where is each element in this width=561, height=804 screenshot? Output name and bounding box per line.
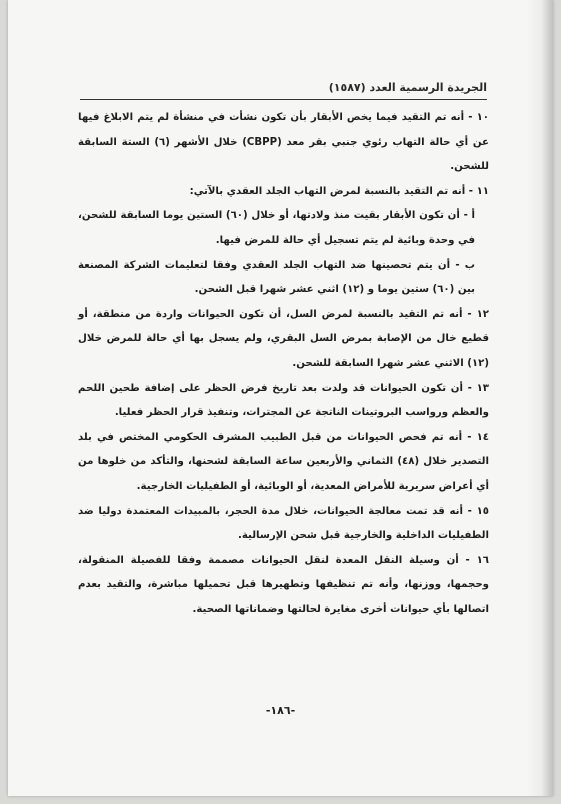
clause-11-b: ب - أن يتم تحصينها ضد التهاب الجلد العقدي وفقا لتعليمات الشركة المصنعة بين (٦٠) ستين يوما و (١٢) اثني عشر شهرا قبل الشحن.	[78, 259, 475, 296]
document-body	[78, 106, 489, 622]
clause-16: ١٦ - أن وسيلة النقل المعدة لنقل الحيوانات مصممة وفقا للفصيلة المنقولة، وحجمها، ووزنها، وأنه تم تنظيفها وتطهيرها قبل تحميلها مباشرة، والتقيد بعدم اتصالها بأي حيوانات أخرى مغايرة لحالتها وضماناتها الصحية.	[78, 554, 489, 615]
page-spine-shadow	[527, 0, 553, 796]
clause-11-a: أ - أن تكون الأبقار بقيت منذ ولادتها، أو خلال (٦٠) الستين يوما السابقة للشحن، في وحدة وبائية لم يتم تسجيل أي حالة للمرض فيها.	[78, 210, 475, 246]
clause-12: ١٢ - أنه تم التقيد بالنسبة لمرض السل، أن تكون الحيوانات واردة من منطقة، أو قطيع خال من الإصابة بمرض السل البقري، ولم يسجل بها أي حالة للمرض خلال (١٢) الاثني عشر شهرا السابقة للشحن.	[78, 308, 489, 369]
clause-13: ١٣ - أن تكون الحيوانات قد ولدت بعد تاريخ فرض الحظر على إضافة طحين اللحم والعظم ورواسب البروتينات الناتجة عن المجترات، وتنفيذ قرار الحظر فعليا.	[78, 382, 489, 419]
gazette-header: الجريدة الرسمية العدد (١٥٨٧)	[328, 81, 487, 94]
clause-14: ١٤ - أنه تم فحص الحيوانات من قبل الطبيب المشرف الحكومي المختص في بلد التصدير خلال (٤٨) الثماني والأربعين ساعة السابقة لشحنها، والتأكد من خلوها من أي أعراض سريرية للأمراض المعدية، أو الوبائية، أو الطفيليات الخارجية.	[78, 431, 489, 492]
document-page	[8, 0, 553, 796]
page-number: -١٨٦-	[265, 704, 296, 717]
clause-11: ١١ - أنه تم التقيد بالنسبة لمرض التهاب الجلد العقدي بالآتي:	[189, 185, 489, 197]
header-divider	[80, 99, 487, 100]
clause-15: ١٥ - أنه قد تمت معالجة الحيوانات، خلال مدة الحجر، بالمبيدات المعتمدة دوليا ضد الطفيليات الداخلية والخارجية قبل شحن الإرسالية.	[78, 505, 489, 542]
clause-10: ١٠ - أنه تم التقيد فيما يخص الأبقار بأن تكون نشأت في منشأة لم يتم الابلاغ فيها عن أي حالة التهاب رئوي جنبي بقر معد (CBPP) خلال الأشهر (٦) الستة السابقة للشحن.	[78, 112, 489, 173]
